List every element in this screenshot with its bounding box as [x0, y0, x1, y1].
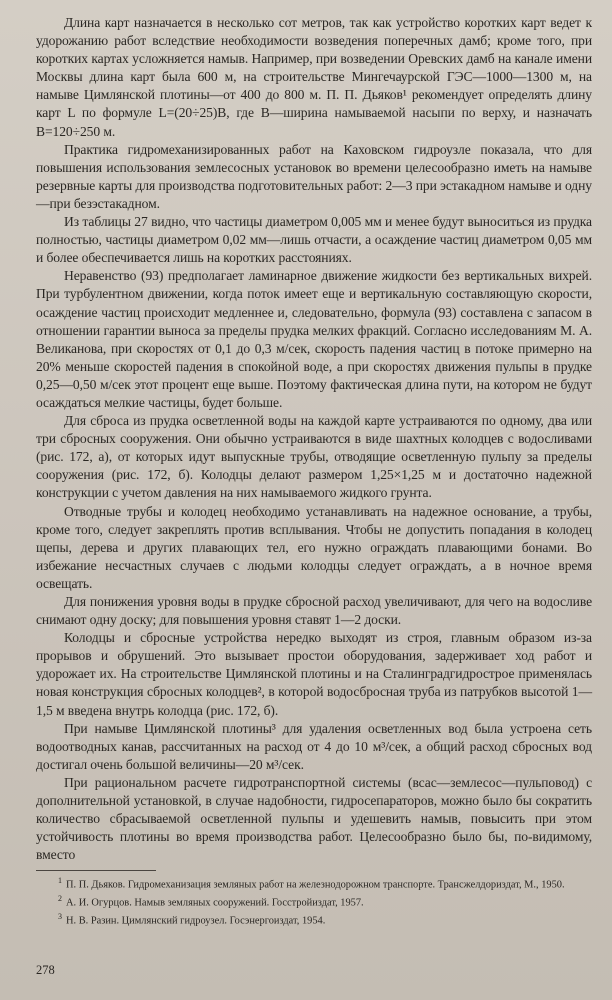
footnote	[36, 892, 592, 910]
paragraph: Для понижения уровня воды в прудке сбросной расход увеличивают, для чего на водосливе снимают одну доску; для повышения уровня ставят 1—2 доски.	[36, 594, 592, 628]
paragraph: При рациональном расчете гидротранспортной системы (всас—землесос—пульповод) с дополнительной установкой, в случае надобности, гидросепараторов, можно было бы сократить количество сбрасываемой осветленной пульпы и удешевить намыв, повысить при этом устойчивость плотины во время производства работ. Целесообразно было бы, по-видимому, вместо	[36, 774, 592, 863]
paragraph: Длина карт назначается в несколько сот метров, так как устройство коротких карт ведет к удорожанию работ вследствие необходимости возведения поперечных дамб; кроме того, при коротких картах усложняется намыв. Например, при возведении Оревских дамб на канале имени Москвы длина карт была 600 м, на строительстве Мингечаурской ГЭС—1000—1300 м, на намыве Цимлянской плотины—от 400 до 800 м. П. П. Дьяков¹ рекомендует определять длину карт L по формуле L=(20÷25)B, где B—ширина намываемой насыпи по верху, и назначать B=120÷250 м.	[36, 15, 592, 139]
paragraph: Из таблицы 27 видно, что частицы диаметром 0,005 мм и менее будут выноситься из прудка полностью, частицы диаметром 0,02 мм—лишь отчасти, а осаждение частиц диаметром 0,05 мм и более обеспечивается лишь на коротких расстояниях.	[36, 214, 592, 266]
footnote	[36, 910, 592, 928]
paragraph: Отводные трубы и колодец необходимо устанавливать на надежное основание, а трубы, кроме того, следует закреплять против всплывания. Чтобы не допустить попадания в колодец щепы, дерева и других плавающих тел, его нужно ограждать плавающими бонами. Во избежание несчастных случаев с людьми колодцы следует ограждать, а в ночное время освещать.	[36, 503, 592, 591]
footnote-divider	[36, 870, 156, 871]
footnote-text: Н. В. Разин. Цимлянский гидроузел. Госэнергоиздат, 1954.	[66, 915, 326, 927]
paragraph: Для сброса из прудка осветленной воды на каждой карте устраиваются по одному, два или три сбросных сооружения. Они обычно устраиваются в виде шахтных колодцев с водосливами (рис. 172, а), от которых идут выпускные трубы, отводящие осветленную пульпу за пределы сооружения (рис. 172, б). Колодцы делают размером 1,25×1,25 м и достаточно надежной конструкции с учетом давления на них намываемого жидкого грунта.	[36, 413, 592, 501]
footnotes	[36, 874, 592, 928]
footnote-text: П. П. Дьяков. Гидромеханизация земляных работ на железнодорожном транспорте. Трансжелдориздат, М., 1950.	[66, 879, 565, 891]
paragraph: Практика гидромеханизированных работ на Каховском гидроузле показала, что для повышения использования землесосных установок во времени целесообразно иметь на намыве резервные карты для производства подготовительных работ: 2—3 при эстакадном намыве и одну—при безэстакадном.	[36, 141, 592, 211]
footnote-marker: 2	[58, 894, 62, 904]
footnote	[36, 874, 592, 892]
paragraph: Неравенство (93) предполагает ламинарное движение жидкости без вертикальных вихрей. При турбулентном движении, когда поток имеет еще и вертикальную составляющую скорости, осаждение частиц происходит медленнее и, следовательно, формула (93) составлена с запасом в отношении гарантии выноса за пределы прудка мелких фракций. Согласно исследованиям М. А. Великанова, при скоростях от 0,1 до 0,3 м/сек, скорость падения частиц в потоке примерно на 20% меньше скоростей падения в спокойной воде, а при скоростях движения пульпы в прудке 0,25—0,50 м/сек этот процент еще выше. Поэтому фактическая длина пути, на котором не будут осаждаться мелкие частицы, будет больше.	[36, 268, 592, 410]
paragraph: При намыве Цимлянской плотины³ для удаления осветленных вод была устроена сеть водоотводных канав, рассчитанных на расход от 4 до 10 м³/сек, а общий расход сбросных вод достигал очень большой величины—20 м³/сек.	[36, 720, 592, 772]
footnote-marker: 1	[58, 876, 62, 886]
body-text	[36, 14, 592, 864]
page-number: 278	[36, 963, 55, 977]
footnote-text: А. И. Огурцов. Намыв земляных сооружений. Госстройиздат, 1957.	[66, 897, 364, 909]
paragraph: Колодцы и сбросные устройства нередко выходят из строя, главным образом из-за прорывов и обрушений. Это вызывает простои оборудования, задерживает ход работ и удорожает их. На строительстве Цимлянской плотины и на Сталинградгидрострое применялась новая конструкция сбросных колодцев², в которой водосбросная труба из патрубков высотой 1—1,5 м введена внутрь колодца (рис. 172, б).	[36, 630, 592, 718]
footnote-marker: 3	[58, 912, 62, 922]
